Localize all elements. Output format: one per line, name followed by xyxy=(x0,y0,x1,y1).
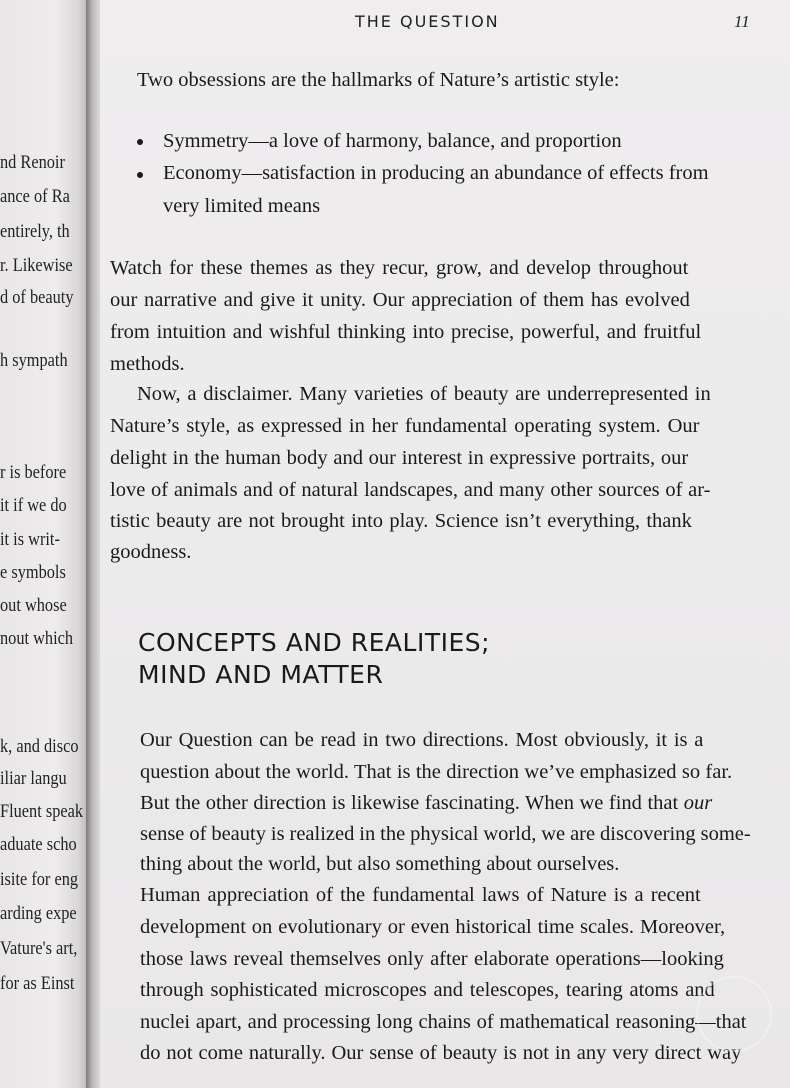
emphasis-our: our xyxy=(683,792,713,814)
paragraph-line-part: But the other direction is likewise fascinating. When we find that xyxy=(140,792,684,814)
paragraph-line: our narrative and give it unity. Our appreciation of them has evolved xyxy=(110,289,690,311)
paragraph-line: thing about the world, but also something about ourselves. xyxy=(140,853,620,875)
left-page-fragment: it is writ- xyxy=(0,529,60,550)
paragraph-line: from intuition and wishful thinking into precise, powerful, and fruitful xyxy=(110,321,702,343)
left-page-fragment: nout which xyxy=(0,628,74,649)
right-page xyxy=(100,0,790,1088)
bullet-economy-cont: very limited means xyxy=(163,195,321,217)
paragraph-line: methods. xyxy=(110,353,185,375)
bullet-icon xyxy=(137,172,143,178)
left-page-fragment: for as Einst xyxy=(0,973,75,994)
paragraph-line: Nature’s style, as expressed in her fundamental operating system. Our xyxy=(110,415,700,437)
running-head: THE QUESTION xyxy=(355,12,500,31)
section-heading-line-1: CONCEPTS AND REALITIES; xyxy=(138,628,491,657)
left-page-fragment: isite for eng xyxy=(0,869,79,890)
left-page-fragment: h sympath xyxy=(0,350,68,371)
paragraph-line: development on evolutionary or even historical time scales. Moreover, xyxy=(140,916,726,938)
paragraph-line: Watch for these themes as they recur, grow, and develop throughout xyxy=(110,257,689,279)
intro-line: Two obsessions are the hallmarks of Nature’s artistic style: xyxy=(137,69,620,91)
left-page-fragment: r is before xyxy=(0,462,67,483)
left-page-fragment: k, and disco xyxy=(0,736,79,757)
paragraph-line: Our Question can be read in two directions. Most obviously, it is a xyxy=(140,729,704,751)
left-page-fragment: arding expe xyxy=(0,903,77,924)
bullet-icon xyxy=(137,139,143,145)
paragraph-line xyxy=(140,793,712,814)
bullet-economy: Economy—satisfaction in producing an abundance of effects from xyxy=(163,162,709,184)
left-facing-page xyxy=(0,0,92,1088)
left-page-fragment: Vature's art, xyxy=(0,938,78,959)
paragraph-line: nuclei apart, and processing long chains of mathematical reasoning—that xyxy=(140,1011,747,1033)
left-page-fragment: nd Renoir xyxy=(0,152,65,173)
paragraph-line: tistic beauty are not brought into play. Science isn’t everything, thank xyxy=(110,510,692,532)
left-page-fragment: it if we do xyxy=(0,495,67,516)
paragraph-line: those laws reveal themselves only after elaborate operations—looking xyxy=(140,948,724,970)
paragraph-line: delight in the human body and our interest in expressive portraits, our xyxy=(110,447,689,469)
left-page-fragment: entirely, th xyxy=(0,221,70,242)
left-page-fragment: aduate scho xyxy=(0,834,77,855)
left-page-fragment: out whose xyxy=(0,595,67,616)
left-page-fragment: e symbols xyxy=(0,562,66,583)
bullet-symmetry: Symmetry—a love of harmony, balance, and proportion xyxy=(163,130,622,152)
left-page-fragment: d of beauty xyxy=(0,287,74,308)
paragraph-line: love of animals and of natural landscapes, and many other sources of ar- xyxy=(110,479,711,501)
left-page-fragment: ance of Ra xyxy=(0,186,70,207)
left-page-fragment: Fluent speak xyxy=(0,801,84,822)
page-number: 11 xyxy=(734,12,750,31)
paragraph-line: through sophisticated microscopes and telescopes, tearing atoms and xyxy=(140,979,715,1001)
paragraph-line: do not come naturally. Our sense of beauty is not in any very direct way xyxy=(140,1042,742,1064)
left-page-fragment: r. Likewise xyxy=(0,255,73,276)
paragraph-line: goodness. xyxy=(110,541,192,563)
paragraph-line: question about the world. That is the direction we’ve emphasized so far. xyxy=(140,761,733,783)
left-page-fragment: iliar langu xyxy=(0,768,67,789)
paragraph-line: sense of beauty is realized in the physical world, we are discovering some- xyxy=(140,823,751,845)
paragraph-line: Human appreciation of the fundamental laws of Nature is a recent xyxy=(140,884,701,906)
paragraph-line: Now, a disclaimer. Many varieties of beauty are underrepresented in xyxy=(137,383,711,405)
watermark-seal xyxy=(696,976,772,1052)
section-heading-line-2: MIND AND MATTER xyxy=(138,660,384,689)
